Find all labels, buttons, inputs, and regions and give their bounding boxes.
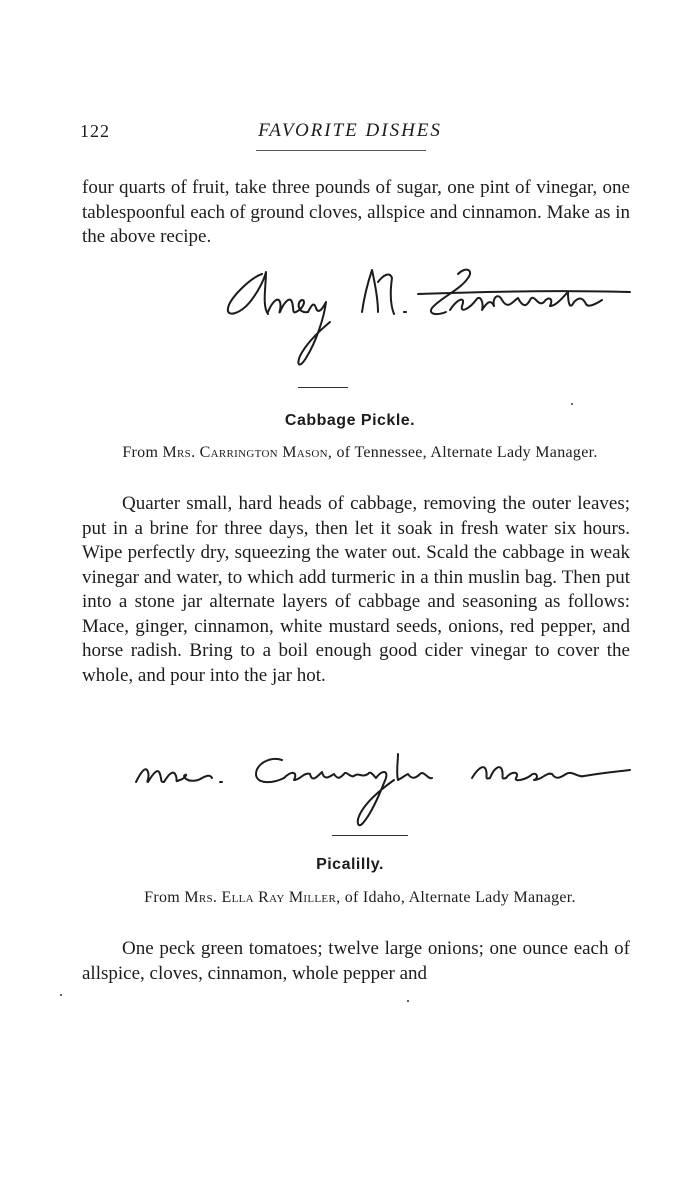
handwritten-signature-starkweather xyxy=(222,262,632,374)
recipe-attribution-cabbage-pickle xyxy=(110,442,610,463)
handwritten-signature-mason xyxy=(132,748,632,828)
continued-paragraph: four quarts of fruit, take three pounds of sugar, one pint of vinegar, one tablespoonful each of ground cloves, allspice and cinnamon. Make as in the above recipe. xyxy=(82,177,630,247)
speck xyxy=(407,1000,409,1002)
attribution-from: From xyxy=(144,889,185,906)
contributor-location: , of Tennessee, Alternate Lady Manager. xyxy=(327,444,598,461)
section-divider xyxy=(298,387,348,388)
recipe-attribution-picalilly xyxy=(110,887,610,908)
contributor-location: , of Idaho, Alternate Lady Manager. xyxy=(336,889,576,906)
contributor-name: Mrs. Carrington Mason xyxy=(162,444,328,461)
running-head: FAVORITE DISHES xyxy=(258,120,442,141)
speck xyxy=(571,403,573,405)
recipe-title-cabbage-pickle: Cabbage Pickle. xyxy=(284,412,416,429)
recipe-title-picalilly: Picalilly. xyxy=(316,856,384,873)
contributor-name: Mrs. Ella Ray Miller xyxy=(184,889,337,906)
recipe-body-picalilly: One peck green tomatoes; twelve large onions; one ounce each of allspice, cloves, cinnamon, whole pepper and xyxy=(82,938,630,984)
attribution-from: From xyxy=(122,444,163,461)
recipe-body-cabbage-pickle: Quarter small, hard heads of cabbage, removing the outer leaves; put in a brine for three days, then let it soak in fresh water six hours. Wipe perfectly dry, squeezing the water out. Scald the cabbage in weak vinegar and water, to which add turmeric in a thin muslin bag. Then put into a stone jar alternate layers of cabbage and seasoning as follows: Mace, ginger, cinnamon, white mustard seeds, onions, red pepper, and horse radish. Bring to a boil enough good cider vinegar to cover the whole, and pour into the jar hot. xyxy=(82,493,630,686)
header-rule xyxy=(256,150,426,151)
section-divider xyxy=(332,835,408,836)
page-number: 122 xyxy=(80,121,110,141)
speck xyxy=(60,994,62,996)
